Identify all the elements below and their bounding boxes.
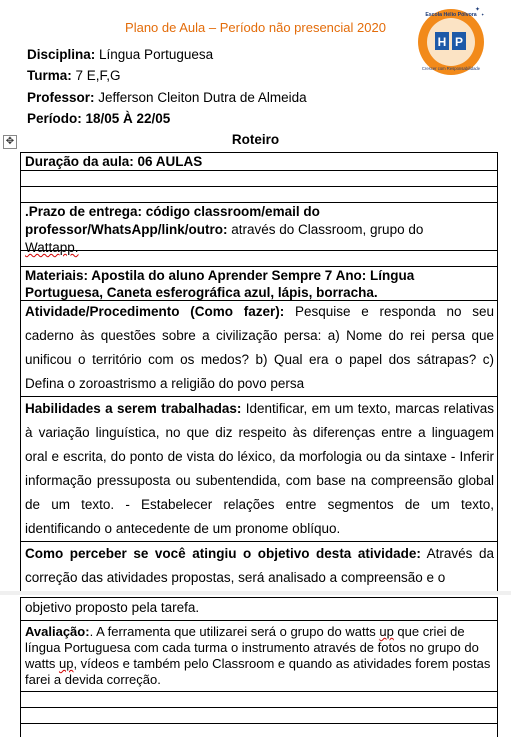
como-perceber-cell bbox=[25, 542, 494, 590]
school-logo bbox=[413, 2, 489, 78]
svg-text:✦: ✦ bbox=[475, 7, 481, 13]
habilidades-cell bbox=[25, 397, 494, 541]
atividade-label: Atividade/Procedimento (Como fazer): bbox=[25, 304, 285, 319]
prazo-value-2: Wattapp. bbox=[25, 240, 79, 255]
roteiro-heading: Roteiro bbox=[231, 132, 280, 147]
periodo-label: Período: 18/05 À 22/05 bbox=[27, 111, 171, 126]
logo-initial-p: P bbox=[454, 35, 464, 49]
atividade-value: Pesquise e responda no seu caderno às questões sobre a civilização persa: a) Nome do rei persa que unificou o território com os medos? b) Qual era o papel dos sátrapas? c) Defina o zoroastrismo a religião do povo persa bbox=[25, 304, 495, 391]
disciplina-label: Disciplina: bbox=[27, 47, 96, 62]
prazo-value: através do Classroom, grupo do bbox=[227, 222, 424, 237]
prazo-cell bbox=[25, 203, 494, 257]
como-perceber-value: Através da correção das atividades propostas, será analisado a compreensão e o bbox=[25, 546, 494, 585]
disciplina-line bbox=[27, 47, 213, 62]
avaliacao-text-c: , vídeos e também pelo Classroom e quando as atividades forem postas farei a devida correção. bbox=[25, 656, 491, 687]
avaliacao-label: Avaliação: bbox=[25, 624, 90, 639]
atividade-cell bbox=[25, 300, 494, 396]
svg-text:✦: ✦ bbox=[481, 12, 485, 17]
table-move-handle-icon[interactable]: ✥ bbox=[3, 135, 17, 149]
habilidades-value: Identificar, em um texto, marcas relativas à variação linguística, no que diz respeito às diferenças entre a linguagem oral e escrita, do ponto de vista do léxico, da morfologia ou da sintaxe - Inferir informação pressuposta ou subentendida, com base na compreensão global de um texto. - Estabelecer relações entre segmentos de um texto, identificando o antecedente de um pronome oblíquo. bbox=[25, 401, 495, 536]
turma-line bbox=[27, 68, 121, 83]
avaliacao-text-b: que criei de língua Portuguesa com cada turma o instrumento através de fotos no grupo do watts bbox=[25, 624, 479, 671]
turma-value: 7 E,F,G bbox=[71, 68, 121, 83]
avaliacao-text-a: . A ferramenta que utilizarei será o grupo do watts bbox=[89, 624, 380, 639]
avaliacao-up-2: up bbox=[58, 656, 74, 671]
disciplina-value: Língua Portuguesa bbox=[95, 47, 214, 62]
como-perceber-label: Como perceber se você atingiu o objetivo desta atividade: bbox=[25, 546, 421, 561]
page-title: Plano de Aula – Período não presencial 2020 bbox=[125, 20, 386, 35]
avaliacao-cell bbox=[25, 624, 494, 688]
logo-top-text: Escola Hélio Pólvora bbox=[425, 12, 477, 18]
turma-label: Turma: bbox=[27, 68, 72, 83]
page-break bbox=[0, 591, 511, 595]
materiais-cell: Materiais: Apostila do aluno Aprender Sempre 7 Ano: Língua Portuguesa, Caneta esferográfica azul, lápis, borracha. bbox=[25, 268, 415, 300]
periodo-line bbox=[27, 111, 170, 126]
logo-initial-h: H bbox=[437, 35, 447, 49]
habilidades-label: Habilidades a serem trabalhadas: bbox=[25, 401, 242, 416]
avaliacao-up-1: up bbox=[379, 624, 394, 639]
professor-value: Jefferson Cleiton Dutra de Almeida bbox=[94, 90, 307, 105]
duracao-cell: Duração da aula: 06 AULAS bbox=[25, 154, 203, 169]
professor-line bbox=[27, 90, 307, 105]
prazo-label: .Prazo de entrega: código classroom/email do professor/WhatsApp/link/outro: bbox=[25, 204, 320, 237]
como-perceber-continued: objetivo proposto pela tarefa. bbox=[25, 600, 200, 615]
logo-bottom-text: Crescer com Responsabilidade bbox=[421, 66, 481, 71]
professor-label: Professor: bbox=[27, 90, 95, 105]
